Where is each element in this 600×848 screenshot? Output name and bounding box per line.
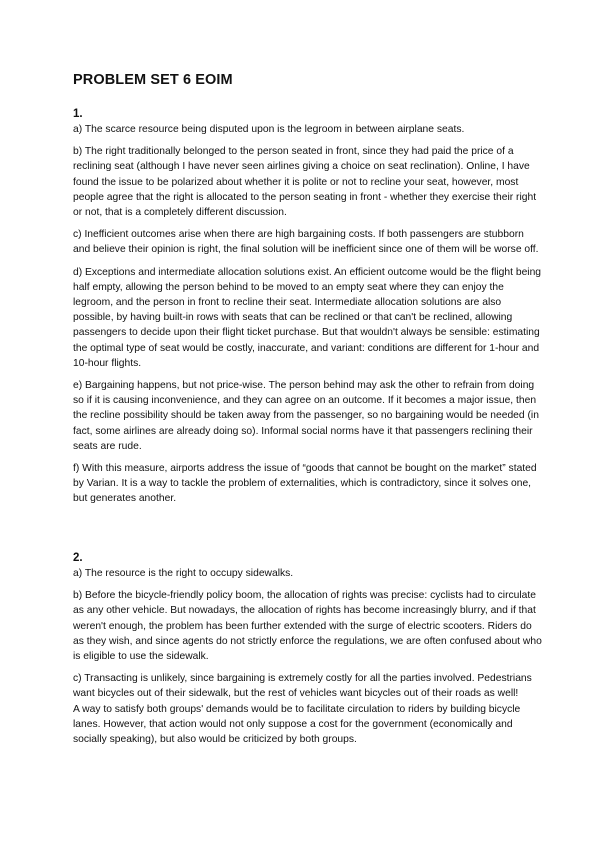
paragraph-2c: c) Transacting is unlikely, since bargaining is extremely costly for all the parties involved. Pedestrians want bicycles out of their sidewalk, but the rest of vehicles want bicycles out of their roads as well! (73, 673, 532, 700)
paragraph-2a: a) The resource is the right to occupy sidewalks. (73, 568, 294, 579)
paragraph-2b: b) Before the bicycle-friendly policy boom, the allocation of rights was precise: cyclists had to circulate as any other vehicle. But nowadays, the allocation of rights has become increasingly blurry, and if that weren't enough, the problem has been further extended with the surge of electric scooters. Riders do as they wish, and since agents do not strictly enforce the regulations, we are often confused about who is eligible to use the sidewalk. (73, 590, 542, 663)
paragraph-1d: d) Exceptions and intermediate allocation solutions exist. An efficient outcome would be the flight being half empty, allowing the person behind to be moved to an empty seat where they can enjoy the legroom, and the person in front to recline their seat. Intermediate allocation solutions are also possible, by having built-in rows with seats that can be reclined or that can't be reclined, allowing passengers to decide upon their flight ticket purchase. But that wouldn't always be sensible: estimating the optimal type of seat would be costly, inaccurate, and variant: conditions are different for 1-hour and 10-hour flights. (73, 266, 542, 369)
paragraph-1c: c) Inefficient outcomes arise when there are high bargaining costs. If both passengers are stubborn and believe their opinion is right, the final solution will be inefficient since one of them will be worse off. (73, 229, 539, 256)
section-number: 2. (73, 552, 83, 564)
paragraph-1b: b) The right traditionally belonged to the person seated in front, since they had paid the price of a reclining seat (although I have never seen airlines giving a choice on seat reclination). Online, I have found the issue to be polarized about whether it is polite or not to recline your seat, however, most people agree that the right is allocated to the person seating in front - whether they exercise their right or not, that is a completely different discussion. (73, 146, 537, 219)
paragraph-1a: a) The scarce resource being disputed upon is the legroom in between airplane seats. (73, 124, 465, 135)
document-title: PROBLEM SET 6 EOIM (73, 72, 233, 88)
paragraph-2c-continued: A way to satisfy both groups' demands would be to facilitate circulation to riders by building bicycle lanes. However, that action would not only suppose a cost for the government (economically and socially speaking), but also would be criticized by both groups. (73, 703, 521, 746)
section-1 (73, 107, 543, 514)
section-number: 1. (73, 108, 83, 120)
paragraph-1f: f) With this measure, airports address the issue of “goods that cannot be bought on the market” stated by Varian. It is a way to tackle the problem of externalities, which is contradictory, since it solves one, but generates another. (73, 463, 537, 505)
paragraph-1e: e) Bargaining happens, but not price-wise. The person behind may ask the other to refrain from doing so if it is causing inconvenience, and they can agree on an outcome. If it becomes a major issue, then the recline possibility should be taken away from the passenger, so no bargaining would be needed (in fact, some airlines are already doing so). Informal social norms have it that passengers reclining their seats are rude. (73, 380, 539, 452)
section-2 (73, 551, 543, 754)
